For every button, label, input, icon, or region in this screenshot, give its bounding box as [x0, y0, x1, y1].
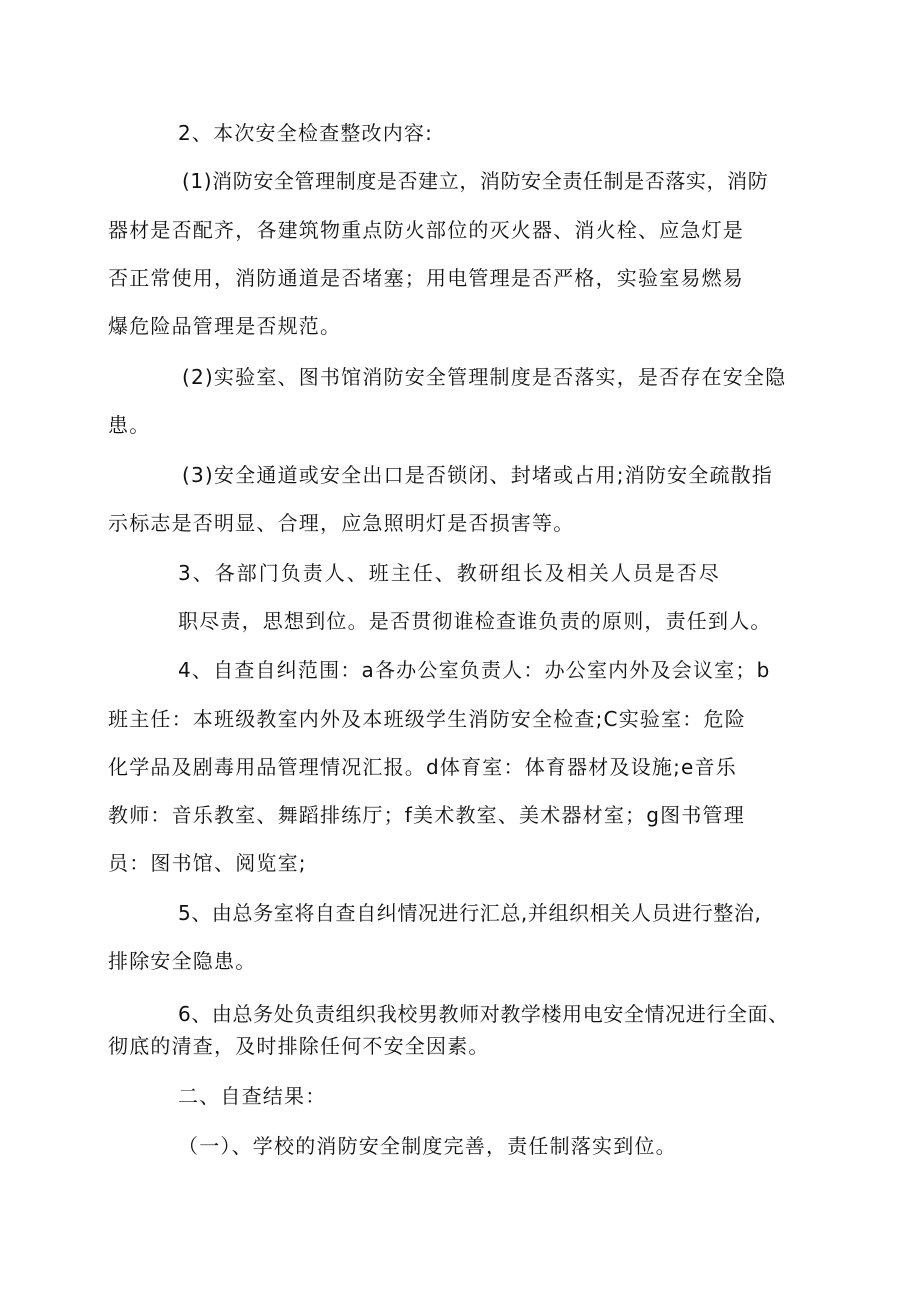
paragraph-line: (2)实验室、图书馆消防安全管理制度是否落实，是否存在安全隐	[182, 365, 787, 389]
paragraph-line: 职尽责，思想到位。是否贯彻谁检查谁负责的原则，责任到人。	[178, 609, 772, 633]
paragraph-line: 化学品及剧毒用品管理情况汇报。d体育室：体育器材及设施;e音乐	[108, 755, 737, 779]
section-heading-inspection-content: 2、本次安全检查整改内容:	[178, 121, 434, 145]
paragraph-line: 否正常使用，消防通道是否堵塞；用电管理是否严格，实验室易燃易	[108, 266, 744, 290]
paragraph-line: (3)安全通道或安全出口是否锁闭、封堵或占用;消防安全疏散指	[182, 463, 774, 487]
paragraph-line: 爆危险品管理是否规范。	[108, 314, 342, 338]
paragraph-line: 3、各部门负责人、班主任、教研组长及相关人员是否尽	[178, 561, 721, 585]
paragraph-line: 5、由总务室将自查自纠情况进行汇总,并组织相关人员进行整治,	[178, 901, 762, 925]
paragraph-line: 员：图书馆、阅览室;	[108, 851, 307, 875]
paragraph-line: 班主任：本班级教室内外及本班级学生消防安全检查;C实验室：危险	[108, 707, 746, 731]
paragraph-line: 排除安全隐患。	[108, 949, 257, 973]
paragraph-line: 彻底的清查，及时排除任何不安全因素。	[108, 1034, 490, 1058]
paragraph-line: 器材是否配齐，各建筑物重点防火部位的灭火器、消火栓、应急灯是	[108, 218, 744, 242]
paragraph-line: （一）、学校的消防安全制度完善，责任制落实到位。	[178, 1134, 677, 1158]
paragraph-line: 患。	[108, 413, 151, 437]
paragraph-line: (1)消防安全管理制度是否建立，消防安全责任制是否落实，消防	[182, 169, 769, 193]
paragraph-line: 4、自查自纠范围：a各办公室负责人：办公室内外及会议室；b	[178, 658, 771, 682]
paragraph-line: 教师：音乐教室、舞蹈排练厅；f美术教室、美术器材室；g图书管理	[108, 803, 745, 827]
paragraph-line: 6、由总务处负责组织我校男教师对教学楼用电安全情况进行全面、	[178, 1002, 789, 1026]
section-heading-results: 二、自查结果：	[178, 1084, 327, 1108]
paragraph-line: 示标志是否明显、合理，应急照明灯是否损害等。	[108, 511, 575, 535]
